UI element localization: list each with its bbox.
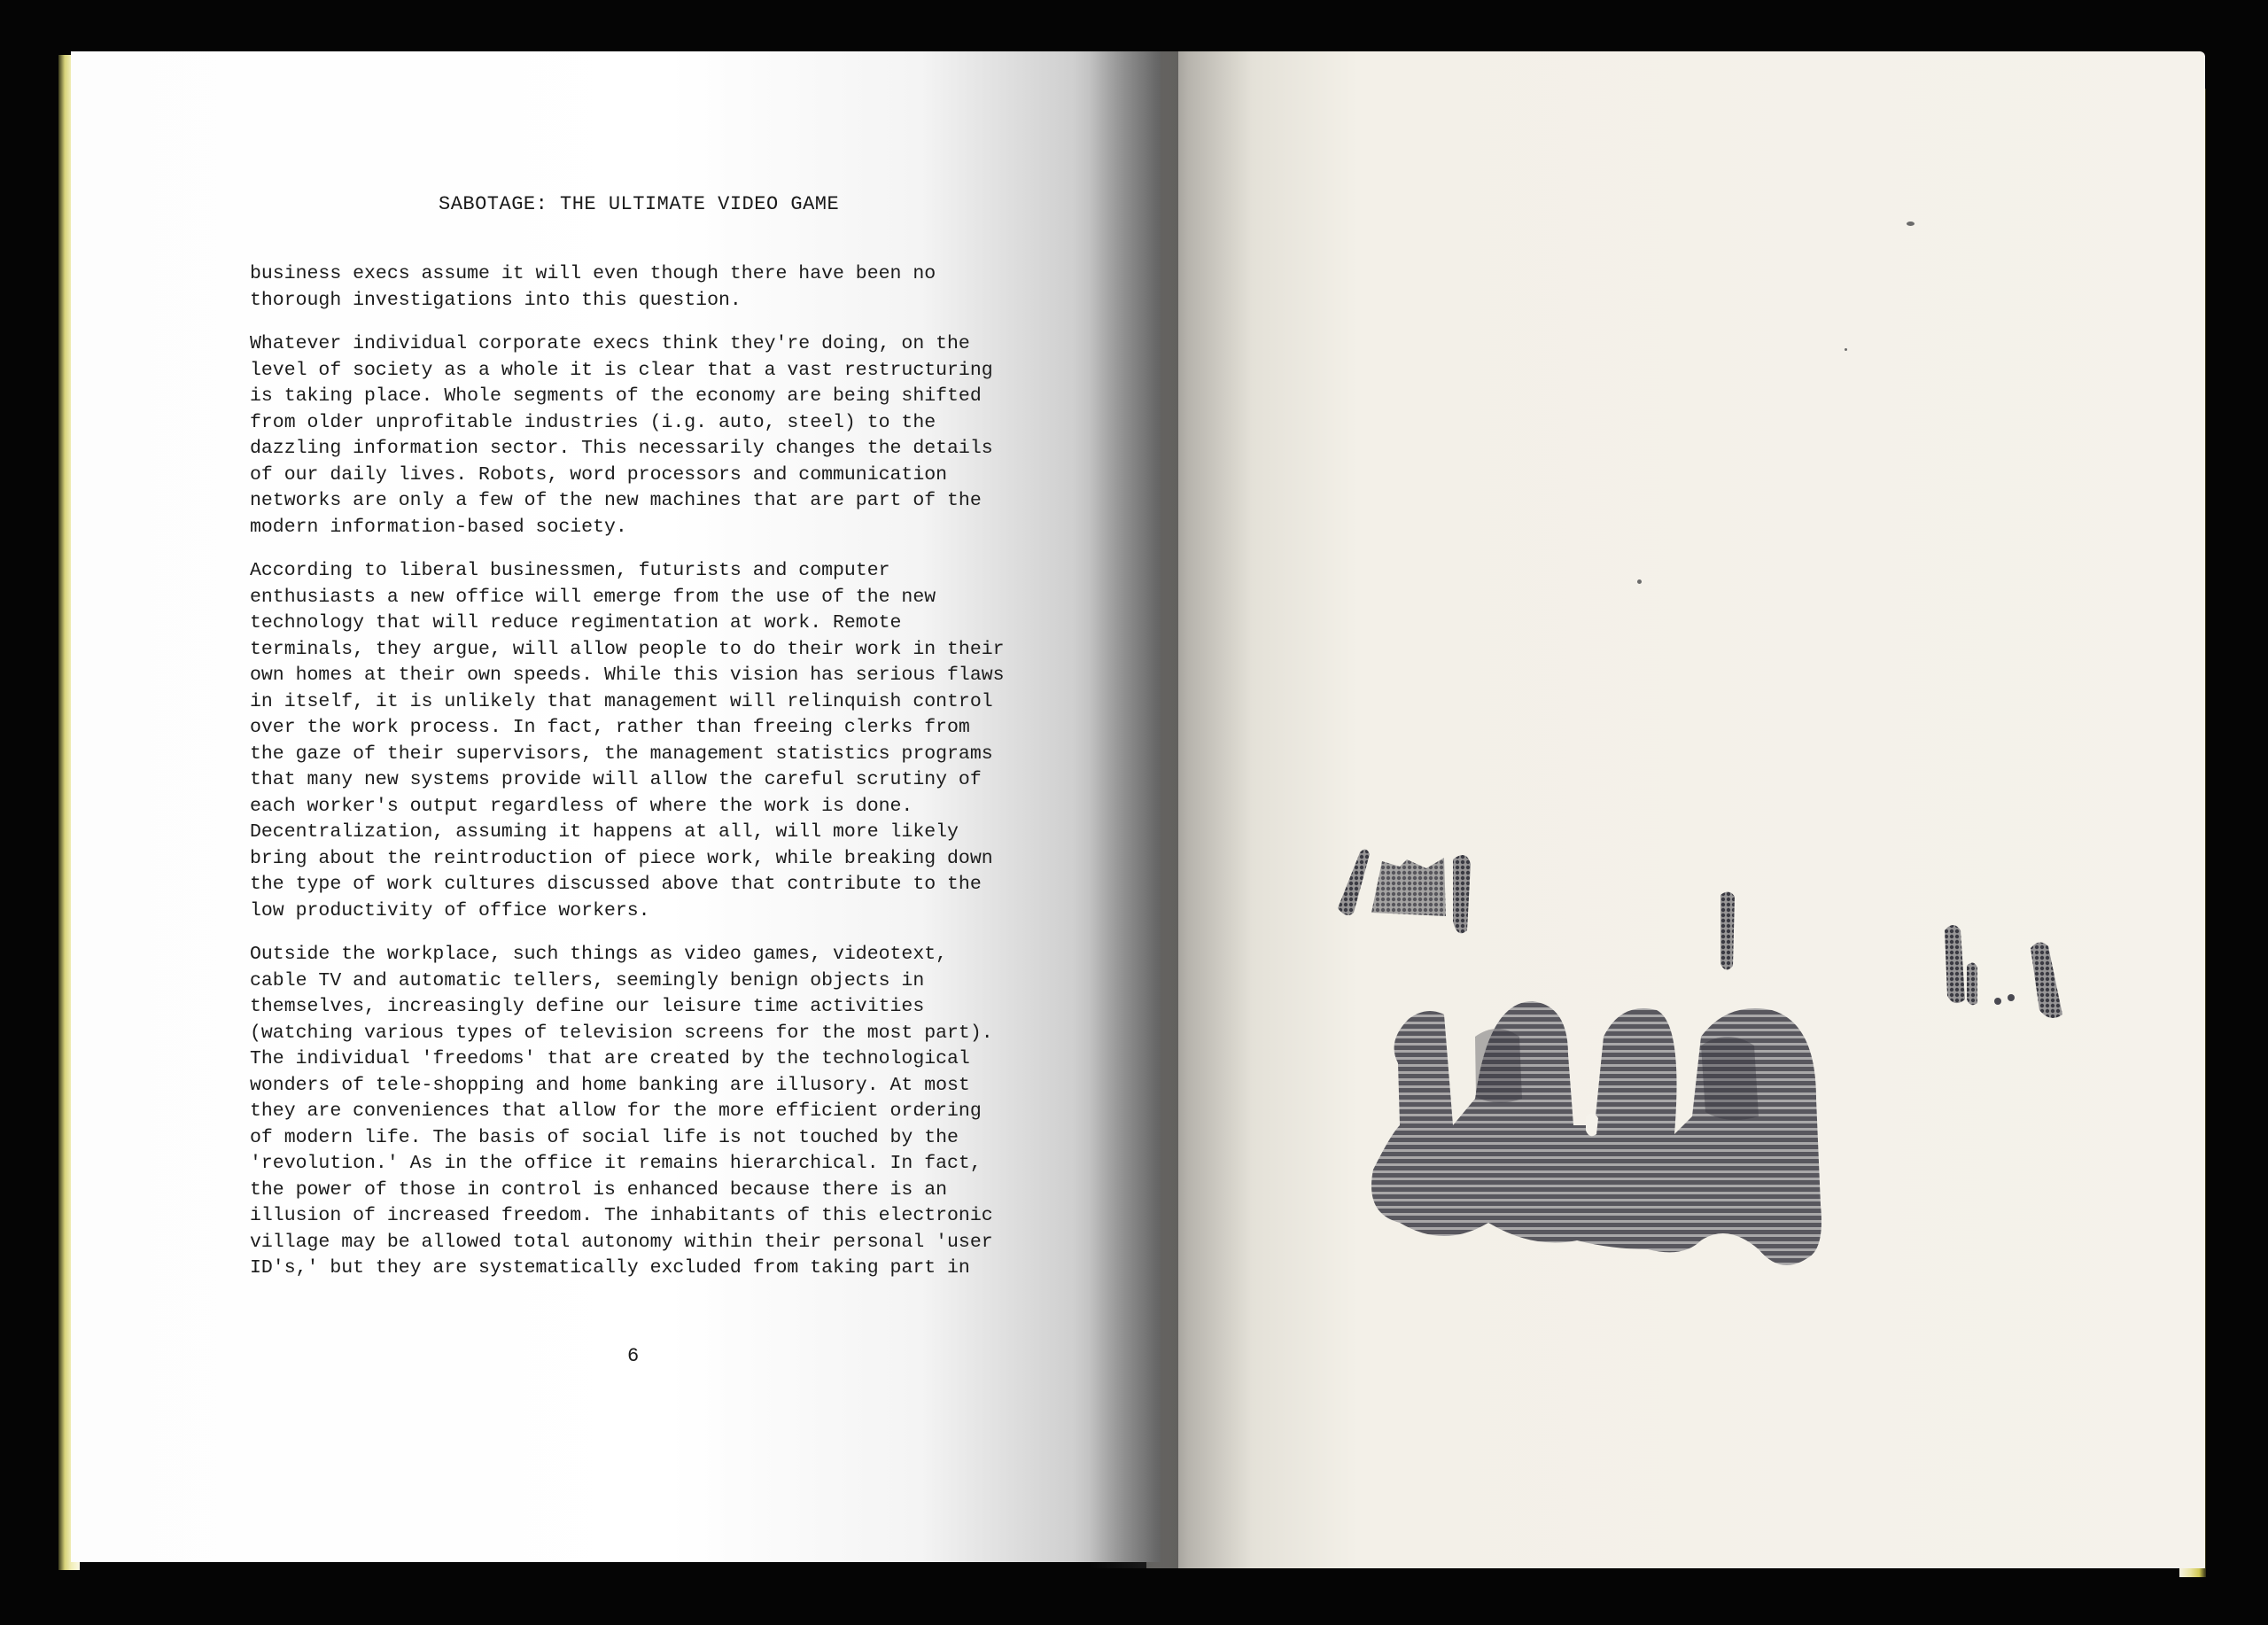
smudged-ink-illustration: [1311, 833, 2144, 1365]
ink-mark: [1453, 855, 1471, 933]
ink-mark: [1338, 849, 1370, 915]
ink-mark: [1720, 891, 1735, 969]
gutter-shadow: [1090, 51, 1178, 1568]
ink-dot: [1994, 998, 2001, 1005]
ink-shade: [1475, 1029, 1522, 1103]
page-number: 6: [627, 1345, 640, 1367]
ink-mark: [2031, 942, 2062, 1018]
ink-speck: [1845, 348, 1847, 351]
paragraph: Outside the workplace, such things as video games, videotext, cable TV and automatic tellers, seemingly benign objects in themselves, increasingly define our leisure time activities (watching various types of television screens for the most part). The individual 'freedoms' that are created by the technological wonders of tele-shopping and home banking are illusory. At most they are conveniences that allow for the more efficient ordering of modern life. The basis of social life is not touched by the 'revolution.' As in the office it remains hierarchical. In fact, the power of those in control is enhanced because there is an illusion of increased freedom. The inhabitants of this electronic village may be allowed total autonomy within their personal 'user ID's,' but they are systematically excluded from taking part in: [250, 944, 993, 1279]
ink-mark: [1945, 925, 1965, 1003]
running-head: SABOTAGE: THE ULTIMATE VIDEO GAME: [439, 193, 840, 215]
paragraph: business execs assume it will even though there have been no thorough investigations into this question.: [250, 263, 936, 311]
paragraph: Whatever individual corporate execs think they're doing, on the level of society as a whole it is clear that a vast restructuring is taking place. Whole segments of the economy are being shifted from older unprofitable industries (i.g. auto, steel) to the dazzling information sector. This necessarily changes the details of our daily lives. Robots, word processors and communication networks are only a few of the new machines that are part of the modern information-based society.: [250, 333, 993, 538]
ink-dot: [2008, 994, 2015, 1001]
ink-mark: [1371, 858, 1446, 916]
ink-mark: [1967, 962, 1977, 1005]
ink-speck: [1907, 222, 1915, 226]
body-text: [250, 261, 1038, 1300]
ink-shade: [1701, 1037, 1759, 1120]
paragraph: According to liberal businessmen, futurists and computer enthusiasts a new office will emerge from the use of the new technology that will reduce regimentation at work. Remote terminals, they argue, will allow people to do their work in their own homes at their own speeds. While this vision has serious flaws in itself, it is unlikely that management will relinquish control over the work process. In fact, rather than freeing clerks from the gaze of their supervisors, the management statistics programs that many new systems provide will allow the careful scrutiny of each worker's output regardless of where the work is done. Decentralization, assuming it happens at all, will more likely bring about the reintroduction of piece work, while breaking down the type of work cultures discussed above that contribute to the low productivity of office workers.: [250, 560, 1005, 921]
ink-gap: [1586, 1113, 1598, 1136]
ink-speck: [1637, 579, 1642, 584]
